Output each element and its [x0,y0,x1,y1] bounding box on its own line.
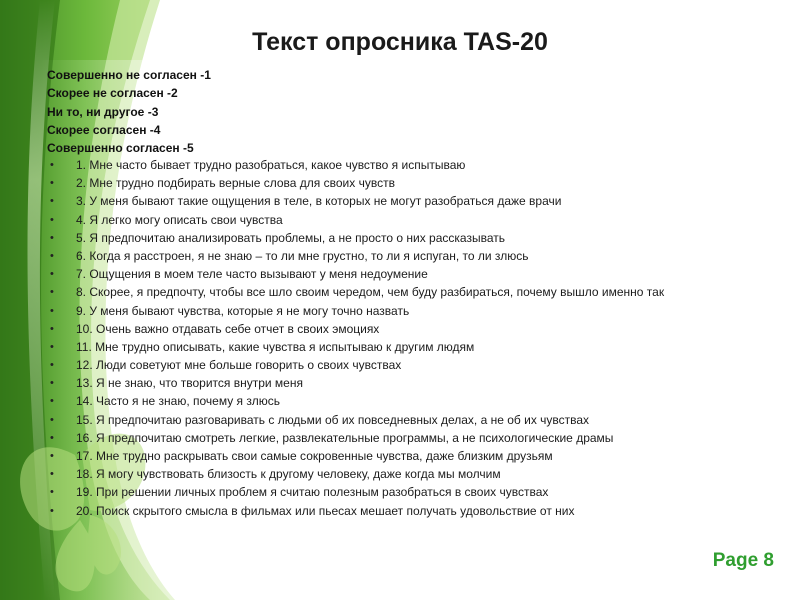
item-text: 10. Очень важно отдавать себе отчет в своих эмоциях [76,321,380,336]
list-item [47,192,664,210]
list-item [47,483,664,501]
bullet-icon: • [50,377,54,390]
list-item [47,265,664,283]
list-item [47,156,664,174]
item-text: 13. Я не знаю, что творится внутри меня [76,376,303,391]
questionnaire-items-list [47,156,664,520]
item-text: 17. Мне трудно раскрывать свои самые сокровенные чувства, даже близким друзьям [76,449,553,463]
page-title: Текст опросника TAS-20 [252,28,548,56]
item-text: 9. У меня бывают чувства, которые я не могу точно назвать [76,303,410,318]
scale-option: Скорее согласен -4 [47,122,161,137]
bullet-icon: • [50,340,54,353]
item-text: 6. Когда я расстроен, я не знаю – то ли мне грустно, то ли я испуган, то ли злюсь [76,248,529,263]
bullet-icon: • [50,304,54,317]
bullet-icon: • [50,450,54,462]
item-text: 15. Я предпочитаю разговаривать с людьми об их повседневных делах, а не об их чувствах [76,412,590,427]
scale-option: Совершенно не согласен -1 [47,68,211,82]
item-text: 11. Мне трудно описывать, какие чувства я испытываю к другим людям [76,339,475,354]
bullet-icon: • [50,431,54,444]
bullet-icon: • [50,159,54,171]
bullet-icon: • [50,359,54,372]
bullet-icon: • [50,322,54,335]
item-text: 4. Я легко могу описать свои чувства [76,212,283,227]
bullet-icon: • [50,286,54,299]
list-item [47,174,664,192]
list-item [47,211,664,229]
list-item [47,283,664,301]
item-text: 8. Скорее, я предпочту, чтобы все шло своим чередом, чем буду разбираться, почему вышло именно так [76,285,665,300]
list-item [47,465,664,483]
list-item [47,429,664,447]
bullet-icon: • [50,177,54,190]
list-item [47,392,664,410]
list-item [47,447,664,465]
item-text: 18. Я могу чувствовать близость к другому человеку, даже когда мы молчим [76,467,501,482]
page-number: Page 8 [712,550,774,571]
scale-option: Скорее не согласен -2 [47,86,178,101]
list-item [47,320,664,338]
bullet-icon: • [50,486,54,499]
bullet-icon: • [50,395,54,408]
item-text: 14. Часто я не знаю, почему я злюсь [76,394,280,409]
scale-option: Совершенно согласен -5 [47,141,194,156]
item-text: 7. Ощущения в моем теле часто вызывают у меня недоумение [76,267,428,282]
list-item [47,356,664,374]
bullet-icon: • [50,413,54,426]
item-text: 1. Мне часто бывает трудно разобраться, какое чувство я испытываю [76,158,466,172]
list-item [47,247,664,265]
list-item [47,374,664,392]
item-text: 5. Я предпочитаю анализировать проблемы, а не просто о них рассказывать [76,230,505,245]
response-scale-list [47,66,211,157]
bullet-icon: • [50,213,54,226]
item-text: 16. Я предпочитаю смотреть легкие, развлекательные программы, а не психологические драмы [76,430,614,445]
item-text: 3. У меня бывают такие ощущения в теле, в которых не могут разобраться даже врачи [76,194,562,209]
list-item [47,338,664,356]
bullet-icon: • [50,504,54,517]
item-text: 2. Мне трудно подбирать верные слова для своих чувств [76,176,395,191]
item-text: 19. При решении личных проблем я считаю полезным разобраться в своих чувствах [76,485,549,500]
list-item [47,229,664,247]
list-item [47,502,664,520]
list-item [47,302,664,320]
bullet-icon: • [50,231,54,244]
bullet-icon: • [50,195,54,208]
bullet-icon: • [50,268,54,281]
bullet-icon: • [50,468,54,481]
item-text: 20. Поиск скрытого смысла в фильмах или пьесах мешает получать удовольствие от них [76,503,575,518]
scale-option: Ни то, ни другое -3 [47,104,159,119]
item-text: 12. Люди советуют мне больше говорить о своих чувствах [76,358,402,373]
bullet-icon: • [50,249,54,262]
list-item [47,411,664,429]
